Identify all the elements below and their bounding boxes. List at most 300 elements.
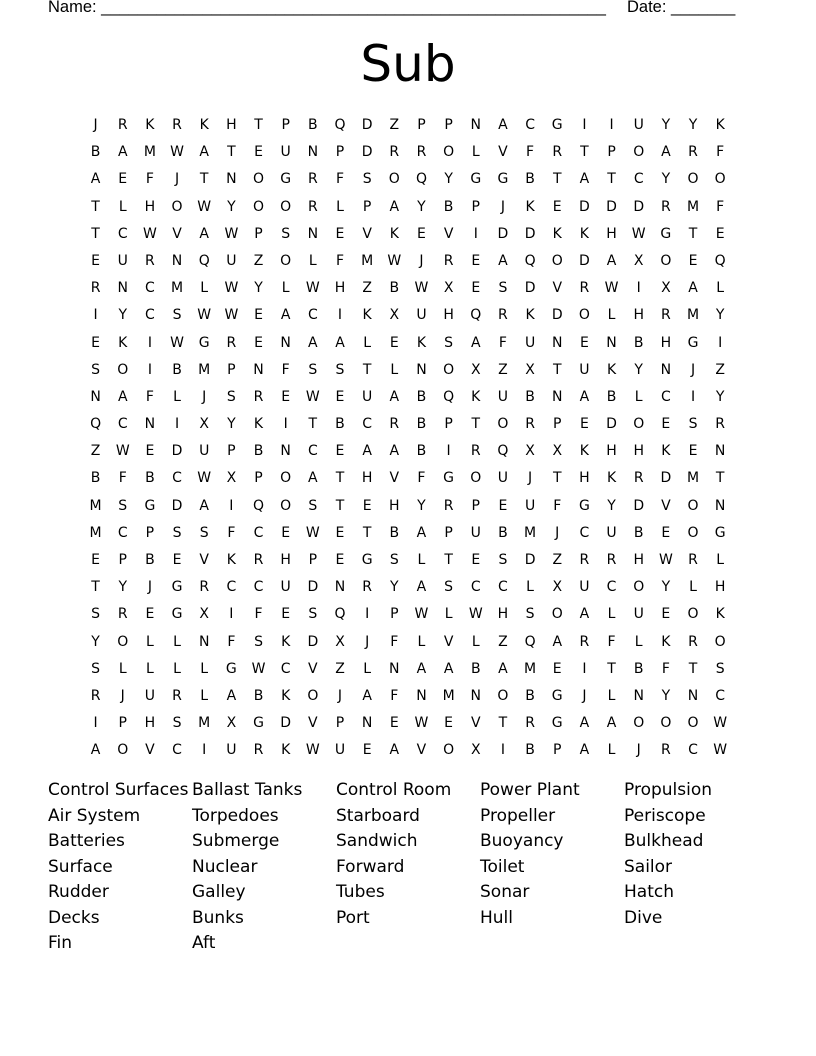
grid-cell[interactable]: Z <box>90 443 101 460</box>
grid-cell[interactable]: C <box>253 524 264 541</box>
grid-cell[interactable]: S <box>281 225 291 242</box>
grid-cell[interactable]: E <box>688 252 698 269</box>
grid-cell[interactable]: I <box>202 742 207 759</box>
grid-cell[interactable]: R <box>579 633 590 650</box>
grid-cell[interactable]: O <box>578 307 590 324</box>
grid-cell[interactable]: K <box>471 388 481 405</box>
grid-cell[interactable]: Q <box>90 416 102 433</box>
grid-cell[interactable]: N <box>606 334 617 351</box>
grid-cell[interactable]: I <box>93 715 98 732</box>
grid-cell[interactable]: L <box>173 388 181 405</box>
grid-cell[interactable]: E <box>335 552 345 568</box>
grid-cell[interactable]: A <box>226 687 237 704</box>
grid-cell[interactable]: V <box>389 470 400 487</box>
grid-cell[interactable]: O <box>443 144 455 161</box>
grid-cell[interactable]: T <box>362 361 372 378</box>
grid-cell[interactable]: I <box>473 225 478 242</box>
grid-cell[interactable]: Y <box>607 497 616 514</box>
grid-cell[interactable]: O <box>280 252 292 269</box>
grid-cell[interactable]: P <box>281 117 290 133</box>
grid-cell[interactable]: A <box>117 144 128 161</box>
grid-cell[interactable]: T <box>362 524 372 541</box>
grid-cell[interactable]: N <box>470 117 481 133</box>
grid-cell[interactable]: H <box>280 552 291 568</box>
grid-cell[interactable]: P <box>390 606 399 623</box>
grid-cell[interactable]: Z <box>552 552 563 568</box>
grid-cell[interactable]: C <box>498 579 508 596</box>
grid-cell[interactable]: D <box>633 198 645 215</box>
grid-cell[interactable]: P <box>471 198 480 215</box>
grid-cell[interactable]: P <box>471 497 480 514</box>
grid-cell[interactable]: O <box>714 633 726 650</box>
grid-cell[interactable]: E <box>389 715 399 732</box>
grid-cell[interactable]: A <box>199 144 209 161</box>
grid-cell[interactable]: E <box>661 416 671 433</box>
grid-cell[interactable]: P <box>308 552 318 568</box>
grid-cell[interactable]: F <box>118 470 127 487</box>
grid-cell[interactable]: U <box>362 388 373 405</box>
grid-cell[interactable]: X <box>525 443 535 460</box>
grid-cell[interactable]: T <box>552 171 562 188</box>
grid-cell[interactable]: J <box>147 579 152 596</box>
grid-cell[interactable]: A <box>199 225 209 242</box>
grid-cell[interactable]: C <box>579 524 590 541</box>
grid-cell[interactable]: U <box>633 606 644 623</box>
grid-cell[interactable]: O <box>280 497 292 514</box>
grid-cell[interactable]: Y <box>688 117 698 133</box>
grid-cell[interactable]: F <box>607 633 616 650</box>
grid-cell[interactable]: O <box>687 524 699 541</box>
grid-cell[interactable]: W <box>658 552 673 568</box>
grid-cell[interactable]: R <box>253 742 264 759</box>
grid-cell[interactable]: C <box>688 742 698 759</box>
grid-cell[interactable]: N <box>416 687 427 704</box>
grid-cell[interactable]: E <box>254 307 263 324</box>
grid-cell[interactable]: Z <box>335 660 345 677</box>
grid-cell[interactable]: K <box>715 117 725 133</box>
grid-cell[interactable]: A <box>688 280 698 297</box>
grid-cell[interactable]: B <box>172 361 182 378</box>
grid-cell[interactable]: O <box>253 198 265 215</box>
grid-cell[interactable]: M <box>89 497 102 514</box>
grid-cell[interactable]: F <box>553 497 562 514</box>
grid-cell[interactable]: B <box>253 443 264 460</box>
grid-cell[interactable]: E <box>335 524 345 541</box>
grid-cell[interactable]: I <box>283 416 288 433</box>
grid-cell[interactable]: A <box>416 660 427 677</box>
grid-cell[interactable]: X <box>199 606 209 623</box>
grid-cell[interactable]: O <box>660 715 672 732</box>
grid-cell[interactable]: O <box>551 252 563 269</box>
grid-cell[interactable]: N <box>660 361 672 378</box>
grid-cell[interactable]: U <box>524 497 536 514</box>
grid-cell[interactable]: R <box>443 497 454 514</box>
grid-cell[interactable]: V <box>443 633 454 650</box>
grid-cell[interactable]: S <box>172 307 182 324</box>
grid-cell[interactable]: J <box>365 633 370 650</box>
grid-cell[interactable]: A <box>199 497 209 514</box>
grid-cell[interactable]: L <box>390 361 399 378</box>
grid-cell[interactable]: Y <box>254 280 263 297</box>
grid-cell[interactable]: U <box>226 742 237 759</box>
grid-cell[interactable]: G <box>551 687 563 704</box>
grid-cell[interactable]: A <box>308 470 318 487</box>
grid-cell[interactable]: D <box>361 144 373 161</box>
grid-cell[interactable]: S <box>498 280 508 297</box>
grid-cell[interactable]: A <box>389 443 400 460</box>
grid-cell[interactable]: R <box>416 144 427 161</box>
grid-cell[interactable]: K <box>606 361 617 378</box>
grid-cell[interactable]: A <box>362 443 372 460</box>
grid-cell[interactable]: R <box>172 117 182 133</box>
grid-cell[interactable]: J <box>337 687 343 704</box>
grid-cell[interactable]: I <box>718 334 723 351</box>
grid-cell[interactable]: N <box>687 687 699 704</box>
grid-cell[interactable]: C <box>145 280 155 297</box>
grid-cell[interactable]: N <box>551 334 563 351</box>
grid-cell[interactable]: Q <box>198 252 210 269</box>
grid-cell[interactable]: Z <box>715 361 725 378</box>
grid-cell[interactable]: Y <box>634 361 643 378</box>
grid-cell[interactable]: L <box>118 660 127 677</box>
grid-cell[interactable]: C <box>172 470 182 487</box>
grid-cell[interactable]: C <box>715 687 726 704</box>
grid-cell[interactable]: W <box>224 225 239 242</box>
grid-cell[interactable]: W <box>305 388 320 405</box>
grid-cell[interactable]: A <box>389 742 400 759</box>
grid-cell[interactable]: U <box>633 117 644 133</box>
grid-cell[interactable]: S <box>226 388 236 405</box>
grid-cell[interactable]: H <box>633 307 644 324</box>
grid-cell[interactable]: N <box>253 361 264 378</box>
grid-cell[interactable]: F <box>145 388 154 405</box>
grid-cell[interactable]: T <box>715 470 725 487</box>
grid-cell[interactable]: L <box>200 687 209 704</box>
grid-cell[interactable]: R <box>253 388 264 405</box>
grid-cell[interactable]: K <box>552 225 562 242</box>
grid-cell[interactable]: H <box>633 552 644 568</box>
grid-cell[interactable]: K <box>606 470 617 487</box>
grid-cell[interactable]: B <box>633 334 644 351</box>
grid-cell[interactable]: S <box>172 715 182 732</box>
grid-cell[interactable]: K <box>199 117 209 133</box>
grid-cell[interactable]: A <box>389 198 400 215</box>
grid-cell[interactable]: K <box>281 633 291 650</box>
grid-cell[interactable]: W <box>305 742 320 759</box>
grid-cell[interactable]: X <box>552 443 563 460</box>
grid-cell[interactable]: O <box>117 633 129 650</box>
grid-cell[interactable]: F <box>716 144 725 161</box>
grid-cell[interactable]: C <box>362 416 373 433</box>
grid-cell[interactable]: R <box>552 144 563 161</box>
grid-cell[interactable]: H <box>660 334 672 351</box>
grid-cell[interactable]: W <box>468 606 483 623</box>
grid-cell[interactable]: P <box>227 443 236 460</box>
grid-cell[interactable]: S <box>172 524 182 541</box>
grid-cell[interactable]: E <box>254 334 263 351</box>
grid-cell[interactable]: Z <box>253 252 264 269</box>
grid-cell[interactable]: Y <box>661 117 671 133</box>
grid-cell[interactable]: J <box>419 252 424 269</box>
grid-cell[interactable]: V <box>199 552 209 568</box>
grid-cell[interactable]: B <box>90 470 101 487</box>
grid-cell[interactable]: J <box>202 388 207 405</box>
grid-cell[interactable]: R <box>443 252 454 269</box>
grid-cell[interactable]: T <box>254 117 263 133</box>
grid-cell[interactable]: J <box>93 117 98 133</box>
grid-cell[interactable]: T <box>607 660 616 677</box>
grid-cell[interactable]: O <box>171 198 183 215</box>
grid-cell[interactable]: W <box>170 334 184 351</box>
grid-cell[interactable]: D <box>171 443 183 460</box>
grid-cell[interactable]: A <box>308 334 318 351</box>
grid-cell[interactable]: H <box>361 470 373 487</box>
grid-cell[interactable]: K <box>661 443 671 460</box>
grid-cell[interactable]: P <box>254 225 263 242</box>
grid-cell[interactable]: E <box>444 715 454 732</box>
grid-cell[interactable]: T <box>580 144 589 161</box>
grid-cell[interactable]: K <box>281 742 291 759</box>
grid-cell[interactable]: B <box>633 660 644 677</box>
grid-cell[interactable]: Q <box>334 117 346 133</box>
grid-cell[interactable]: V <box>145 742 155 759</box>
grid-cell[interactable]: A <box>90 171 101 188</box>
grid-cell[interactable]: X <box>389 307 400 324</box>
grid-cell[interactable]: R <box>389 144 400 161</box>
grid-cell[interactable]: N <box>280 334 291 351</box>
grid-cell[interactable]: N <box>198 633 210 650</box>
grid-cell[interactable]: L <box>417 552 426 568</box>
grid-cell[interactable]: E <box>254 144 263 161</box>
grid-cell[interactable]: S <box>91 606 101 623</box>
grid-cell[interactable]: P <box>553 742 562 759</box>
grid-cell[interactable]: A <box>579 715 590 732</box>
grid-cell[interactable]: W <box>414 715 429 732</box>
grid-cell[interactable]: Q <box>415 171 427 188</box>
grid-cell[interactable]: Y <box>227 198 236 215</box>
grid-cell[interactable]: L <box>363 660 372 677</box>
grid-cell[interactable]: B <box>253 687 264 704</box>
grid-cell[interactable]: A <box>579 388 590 405</box>
grid-cell[interactable]: T <box>552 361 562 378</box>
grid-cell[interactable]: F <box>281 361 290 378</box>
grid-cell[interactable]: B <box>525 687 535 704</box>
grid-cell[interactable]: G <box>361 552 373 568</box>
grid-cell[interactable]: H <box>144 198 156 215</box>
grid-cell[interactable]: C <box>307 443 318 460</box>
grid-cell[interactable]: G <box>253 715 264 732</box>
grid-cell[interactable]: T <box>688 660 698 677</box>
grid-cell[interactable]: K <box>226 552 236 568</box>
grid-cell[interactable]: W <box>142 225 157 242</box>
grid-cell[interactable]: V <box>552 280 563 297</box>
grid-cell[interactable]: F <box>390 633 399 650</box>
grid-cell[interactable]: M <box>198 361 211 378</box>
grid-cell[interactable]: B <box>145 470 155 487</box>
grid-cell[interactable]: K <box>389 225 399 242</box>
grid-cell[interactable]: E <box>335 388 345 405</box>
grid-cell[interactable]: F <box>526 144 535 161</box>
grid-cell[interactable]: F <box>498 334 507 351</box>
grid-cell[interactable]: S <box>118 497 128 514</box>
grid-cell[interactable]: X <box>226 715 237 732</box>
grid-cell[interactable]: B <box>308 117 318 133</box>
grid-cell[interactable]: G <box>198 334 210 351</box>
grid-cell[interactable]: T <box>471 416 481 433</box>
grid-cell[interactable]: O <box>497 416 509 433</box>
grid-cell[interactable]: N <box>171 252 183 269</box>
grid-cell[interactable]: H <box>389 497 400 514</box>
grid-cell[interactable]: W <box>305 524 320 541</box>
grid-cell[interactable]: R <box>90 687 101 704</box>
grid-cell[interactable]: D <box>497 225 509 242</box>
grid-cell[interactable]: U <box>334 742 346 759</box>
grid-cell[interactable]: Y <box>227 416 236 433</box>
grid-cell[interactable]: X <box>661 280 671 297</box>
grid-cell[interactable]: I <box>93 307 98 324</box>
grid-cell[interactable]: E <box>688 443 698 460</box>
grid-cell[interactable]: G <box>443 470 455 487</box>
grid-cell[interactable]: W <box>224 307 239 324</box>
grid-cell[interactable]: M <box>198 715 211 732</box>
grid-cell[interactable]: E <box>552 198 562 215</box>
grid-cell[interactable]: X <box>552 579 563 596</box>
grid-cell[interactable]: U <box>280 144 291 161</box>
grid-cell[interactable]: W <box>170 144 184 161</box>
grid-cell[interactable]: D <box>524 280 536 297</box>
grid-cell[interactable]: A <box>579 742 590 759</box>
grid-cell[interactable]: B <box>416 443 427 460</box>
grid-cell[interactable]: Y <box>661 579 671 596</box>
grid-cell[interactable]: C <box>280 660 291 677</box>
grid-cell[interactable]: S <box>498 552 508 568</box>
grid-cell[interactable]: R <box>117 606 128 623</box>
grid-cell[interactable]: R <box>579 280 590 297</box>
grid-cell[interactable]: B <box>90 144 101 161</box>
grid-cell[interactable]: X <box>226 470 237 487</box>
grid-cell[interactable]: I <box>582 660 587 677</box>
grid-cell[interactable]: L <box>145 660 154 677</box>
grid-cell[interactable]: W <box>224 280 239 297</box>
grid-cell[interactable]: N <box>416 361 427 378</box>
grid-cell[interactable]: M <box>524 524 537 541</box>
grid-cell[interactable]: D <box>633 497 645 514</box>
grid-cell[interactable]: A <box>443 660 454 677</box>
grid-cell[interactable]: D <box>361 117 373 133</box>
grid-cell[interactable]: R <box>498 307 508 324</box>
grid-cell[interactable]: L <box>336 198 344 215</box>
grid-cell[interactable]: U <box>497 388 509 405</box>
grid-cell[interactable]: X <box>525 361 535 378</box>
grid-cell[interactable]: Q <box>253 497 265 514</box>
grid-cell[interactable]: L <box>526 579 534 596</box>
grid-cell[interactable]: W <box>387 252 402 269</box>
grid-cell[interactable]: A <box>498 660 508 677</box>
grid-cell[interactable]: B <box>498 524 508 541</box>
grid-cell[interactable]: R <box>470 443 481 460</box>
grid-cell[interactable]: H <box>144 715 156 732</box>
grid-cell[interactable]: F <box>716 198 725 215</box>
grid-cell[interactable]: G <box>578 497 590 514</box>
grid-cell[interactable]: B <box>470 660 481 677</box>
grid-cell[interactable]: D <box>606 198 617 215</box>
grid-cell[interactable]: P <box>254 470 263 487</box>
grid-cell[interactable]: A <box>416 524 427 541</box>
grid-cell[interactable]: L <box>634 388 643 405</box>
grid-cell[interactable]: L <box>145 633 154 650</box>
grid-cell[interactable]: O <box>470 470 482 487</box>
grid-cell[interactable]: C <box>606 579 617 596</box>
grid-cell[interactable]: O <box>497 687 509 704</box>
grid-cell[interactable]: Y <box>118 579 128 596</box>
grid-cell[interactable]: O <box>117 742 129 759</box>
grid-cell[interactable]: S <box>389 552 399 568</box>
grid-cell[interactable]: E <box>661 524 671 541</box>
grid-cell[interactable]: T <box>498 715 508 732</box>
grid-cell[interactable]: T <box>91 225 100 242</box>
grid-cell[interactable]: G <box>280 171 292 188</box>
grid-cell[interactable]: F <box>417 470 426 487</box>
grid-cell[interactable]: R <box>307 171 318 188</box>
grid-cell[interactable]: R <box>525 416 535 433</box>
grid-cell[interactable]: G <box>225 660 237 677</box>
grid-cell[interactable]: N <box>280 443 291 460</box>
grid-cell[interactable]: S <box>308 497 318 514</box>
grid-cell[interactable]: K <box>253 416 264 433</box>
grid-cell[interactable]: I <box>229 497 234 514</box>
grid-cell[interactable]: J <box>555 524 560 541</box>
grid-cell[interactable]: N <box>714 497 726 514</box>
grid-cell[interactable]: U <box>144 687 156 704</box>
grid-cell[interactable]: S <box>688 416 698 433</box>
grid-cell[interactable]: K <box>416 334 427 351</box>
grid-cell[interactable]: O <box>633 715 645 732</box>
grid-cell[interactable]: U <box>497 470 509 487</box>
grid-cell[interactable]: Y <box>715 307 725 324</box>
grid-cell[interactable]: R <box>145 252 155 269</box>
grid-cell[interactable]: L <box>417 633 426 650</box>
grid-cell[interactable]: Z <box>389 117 400 133</box>
grid-cell[interactable]: R <box>389 416 400 433</box>
grid-cell[interactable]: S <box>91 361 101 378</box>
grid-cell[interactable]: M <box>686 470 700 487</box>
grid-cell[interactable]: N <box>334 579 346 596</box>
grid-cell[interactable]: T <box>199 171 209 188</box>
grid-cell[interactable]: U <box>117 252 128 269</box>
grid-cell[interactable]: N <box>144 416 156 433</box>
grid-cell[interactable]: O <box>633 416 645 433</box>
grid-cell[interactable]: Y <box>390 579 399 596</box>
grid-cell[interactable]: E <box>661 606 671 623</box>
grid-cell[interactable]: A <box>362 687 372 704</box>
grid-cell[interactable]: I <box>174 416 180 433</box>
grid-cell[interactable]: Z <box>362 280 372 297</box>
grid-cell[interactable]: P <box>335 144 345 161</box>
grid-cell[interactable]: N <box>633 687 644 704</box>
grid-cell[interactable]: C <box>253 579 264 596</box>
grid-cell[interactable]: N <box>389 660 400 677</box>
grid-cell[interactable]: Q <box>443 388 455 405</box>
grid-cell[interactable]: K <box>525 198 535 215</box>
grid-cell[interactable]: D <box>579 252 590 269</box>
grid-cell[interactable]: P <box>444 416 453 433</box>
grid-cell[interactable]: S <box>199 524 209 541</box>
grid-cell[interactable]: P <box>118 552 127 568</box>
grid-cell[interactable]: C <box>633 171 644 188</box>
grid-cell[interactable]: G <box>171 606 183 623</box>
grid-cell[interactable]: E <box>91 552 100 568</box>
grid-cell[interactable]: E <box>389 334 399 351</box>
